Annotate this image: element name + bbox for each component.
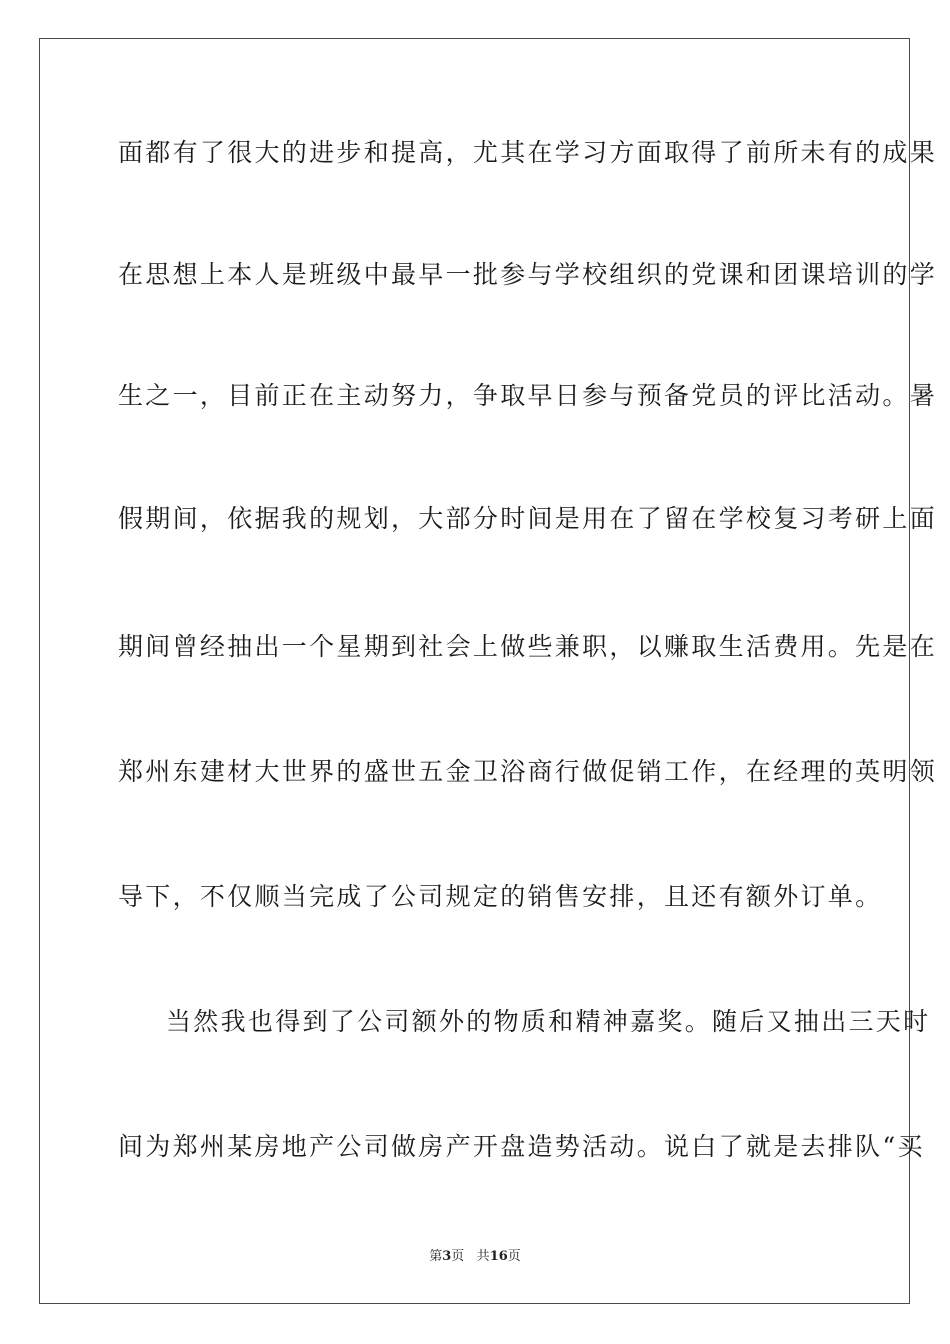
- body-text-line: 假期间，依据我的规划，大部分时间是用在了留在学校复习考研上面: [118, 504, 938, 533]
- body-text-line: 面都有了很大的进步和提高，尤其在学习方面取得了前所未有的成果: [118, 138, 938, 167]
- body-text-line: 期间曾经抽出一个星期到社会上做些兼职，以赚取生活费用。先是在: [118, 632, 938, 661]
- page-label-suffix: 页: [451, 1249, 465, 1264]
- body-text-line-indented: 当然我也得到了公司额外的物质和精神嘉奖。随后又抽出三天时: [166, 1007, 931, 1036]
- total-label-prefix: 共: [476, 1249, 490, 1264]
- body-text-line: 生之一，目前正在主动努力，争取早日参与预备党员的评比活动。暑: [118, 381, 938, 410]
- total-label-suffix: 页: [507, 1249, 521, 1264]
- page-label-prefix: 第: [429, 1249, 443, 1264]
- page-border: [39, 38, 938, 1304]
- body-text-line: 在思想上本人是班级中最早一批参与学校组织的党课和团课培训的学: [118, 260, 938, 289]
- body-text-line: 导下，不仅顺当完成了公司规定的销售安排，且还有额外订单。: [118, 882, 883, 911]
- body-text-line: 间为郑州某房地产公司做房产开盘造势活动。说白了就是去排队“买: [118, 1132, 925, 1161]
- page-number: 3: [442, 1249, 452, 1264]
- body-text-line: 郑州东建材大世界的盛世五金卫浴商行做促销工作，在经理的英明领: [118, 757, 938, 786]
- page-footer: [0, 1249, 950, 1265]
- total-pages: 16: [489, 1249, 508, 1264]
